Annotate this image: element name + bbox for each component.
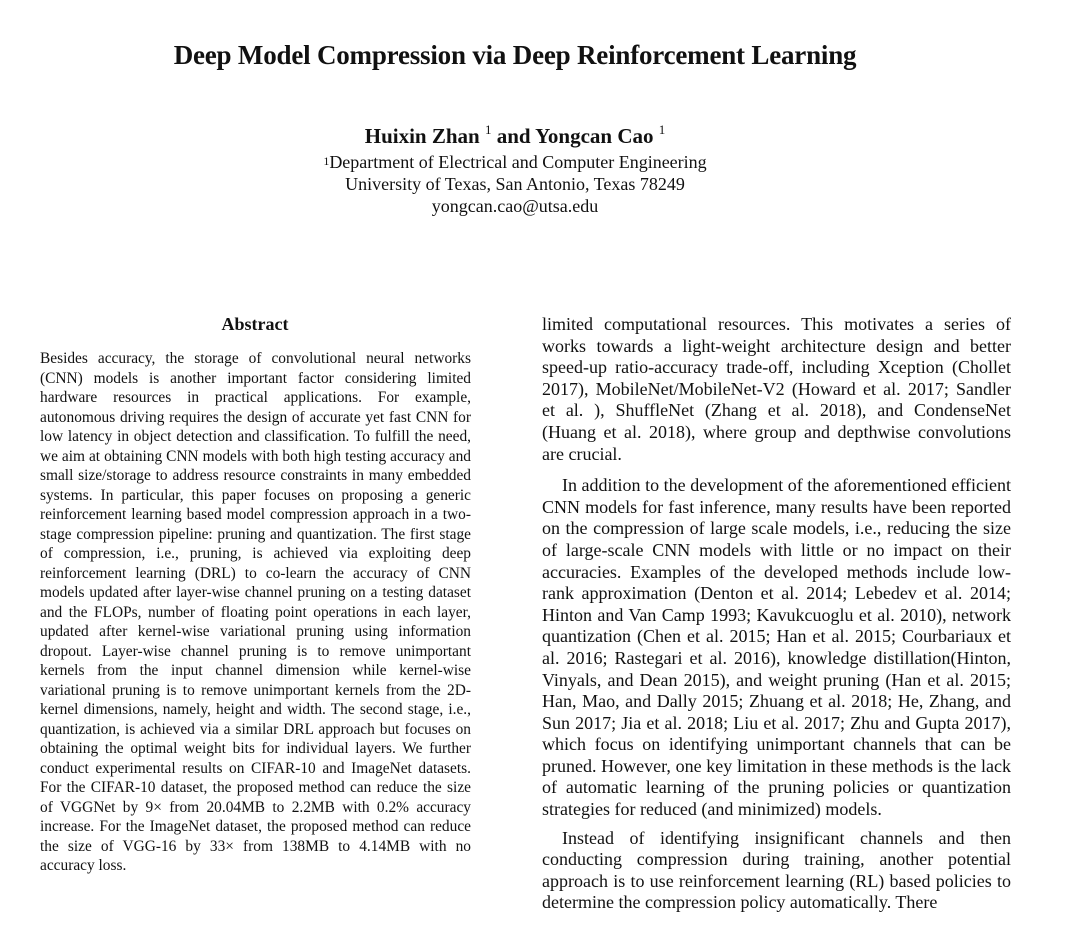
department-name: Department of Electrical and Computer Engineering	[329, 152, 707, 172]
body-paragraph: In addition to the development of the aforementioned efficient CNN models for fast inference, many results have been reported on the compression of large scale models, i.e., reducing the size of large-scale CNN models with little or no impact on their accuracies. Examples of the developed methods include low-rank approximation (Denton et al. 2014; Lebedev et al. 2014; Hinton and Van Camp 1993; Kavukcuoglu et al. 2010), network quantization (Chen et al. 2015; Han et al. 2015; Courbariaux et al. 2016; Rastegari et al. 2016), knowledge distillation(Hinton, Vinyals, and Dean 2015), and weight pruning (Han et al. 2015; Han, Mao, and Dally 2015; Zhuang et al. 2018; He, Zhang, and Sun 2017; Jia et al. 2018; Liu et al. 2017; Zhu and Gupta 2017), which focus on identifying unimportant channels that can be pruned. However, one key limitation in these methods is the lack of automatic learning of the pruning policies or quantization strategies for reduced (and minimized) models.	[542, 475, 1011, 820]
author-name: Huixin Zhan	[364, 124, 480, 148]
paper-title: Deep Model Compression via Deep Reinforcement Learning	[173, 40, 857, 70]
author-conjunction: and	[496, 124, 531, 148]
affiliation-marker: 1	[484, 122, 492, 137]
affiliation-department	[0, 152, 1030, 174]
body-paragraph: limited computational resources. This motivates a series of works towards a light-weight architecture design and better speed-up ratio-accuracy trade-off, including Xception (Chollet 2017), MobileNet/MobileNet-V2 (Howard et al. 2017; Sandler et al. ), ShuffleNet (Zhang et al. 2018), and CondenseNet (Huang et al. 2018), where group and depthwise convolutions are crucial.	[542, 314, 1011, 464]
affiliation-university: University of Texas, San Antonio, Texas 78249	[345, 174, 685, 194]
body-column	[542, 314, 1011, 914]
affiliation-marker: 1	[323, 154, 330, 168]
author-name: Yongcan Cao	[535, 124, 654, 148]
abstract-heading: Abstract	[221, 314, 289, 334]
author-line	[0, 124, 1030, 149]
author-email: yongcan.cao@utsa.edu	[431, 196, 599, 216]
body-paragraph: Instead of identifying insignificant channels and then conducting compression during training, another potential approach is to use reinforcement learning (RL) based policies to determine the compression policy automatically. There	[542, 827, 1011, 913]
abstract-text: Besides accuracy, the storage of convolutional neural networks (CNN) models is another important factor considering limited hardware resources in practical applications. For example, autonomous driving requires the design of accurate yet fast CNN for low latency in object detection and classification. To fulfill the need, we aim at obtaining CNN models with both high testing accuracy and small size/storage to address resource constraints in many embedded systems. In particular, this paper focuses on proposing a generic reinforcement learning based model compression approach in a two-stage compression pipeline: pruning and quantization. The first stage of compression, i.e., pruning, is achieved via exploiting deep reinforcement learning (DRL) to co-learn the accuracy of CNN models updated after layer-wise channel pruning on a testing dataset and the FLOPs, number of floating point operations in each layer, updated after kernel-wise variational pruning using information dropout. Layer-wise channel pruning is to remove unimportant kernels from the input channel dimension while kernel-wise variational pruning is to remove unimportant kernels from the 2D-kernel dimensions, namely, height and width. The second stage, i.e., quantization, is achieved via a similar DRL approach but focuses on obtaining the optimal weight bits for individual layers. We further conduct experimental results on CIFAR-10 and ImageNet datasets. For the CIFAR-10 dataset, the proposed method can reduce the size of VGGNet by 9× from 20.04MB to 2.2MB with 0.2% accuracy increase. For the ImageNet dataset, the proposed method can reduce the size of VGG-16 by 33× from 138MB to 4.14MB with no accuracy loss.	[40, 350, 471, 874]
affiliation-marker: 1	[658, 122, 666, 137]
